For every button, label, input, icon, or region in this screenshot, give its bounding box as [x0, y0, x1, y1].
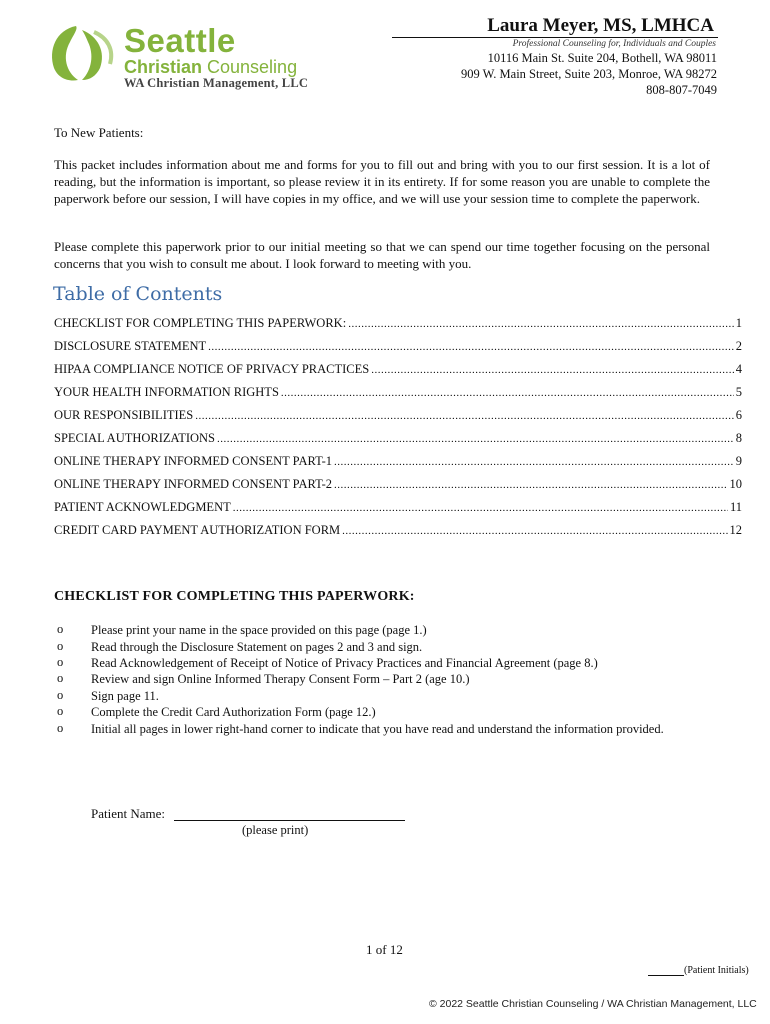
patient-name-field[interactable]: [174, 820, 405, 821]
toc-dot-leader: [233, 500, 728, 515]
patient-initials-label: (Patient Initials): [684, 965, 749, 976]
toc-entry[interactable]: [54, 454, 742, 472]
address-bothell: 10116 Main St. Suite 204, Bothell, WA 98011: [487, 51, 717, 65]
toc-dot-leader: [334, 454, 734, 469]
intro-paragraph-2: Please complete this paperwork prior to our initial meeting so that we can spend our time together focusing on the personal concerns that you wish to consult me about. I look forward to meeting with you.: [54, 239, 710, 271]
toc-entry-page: 2: [735, 339, 742, 353]
toc-dot-leader: [371, 362, 734, 377]
toc-entry[interactable]: [54, 316, 742, 334]
toc-entry-page: 1: [735, 316, 742, 330]
toc-entry[interactable]: [54, 339, 742, 357]
address-monroe: 909 W. Main Street, Suite 203, Monroe, WA 98272: [460, 67, 717, 81]
checklist-item: Please print your name in the space provided on this page (page 1.): [91, 623, 427, 637]
checklist-bullet: o: [57, 622, 64, 636]
counselor-name: Laura Meyer, MS, LMHCA: [487, 15, 714, 36]
logo-wordmark-seattle: Seattle: [124, 22, 236, 59]
checklist-item: Sign page 11.: [91, 689, 159, 703]
toc-entry-label: ONLINE THERAPY INFORMED CONSENT PART-2: [54, 477, 332, 491]
checklist-bullet: o: [57, 721, 64, 735]
toc-title: Table of Contents: [53, 283, 223, 305]
toc-entry-page: 4: [735, 362, 742, 376]
phone-number: 808-807-7049: [646, 83, 717, 97]
toc-entry-label: ONLINE THERAPY INFORMED CONSENT PART-1: [54, 454, 332, 468]
toc-entry-label: HIPAA COMPLIANCE NOTICE OF PRIVACY PRACTICES: [54, 362, 370, 376]
toc-entry-label: OUR RESPONSIBILITIES: [54, 408, 194, 422]
leaf-logo-icon: [46, 22, 118, 84]
toc-entry[interactable]: [54, 362, 742, 380]
toc-entry[interactable]: [54, 408, 742, 426]
checklist-bullet: o: [57, 655, 64, 669]
toc-entry-label: PATIENT ACKNOWLEDGMENT: [54, 500, 231, 514]
toc-entry-page: 10: [729, 477, 742, 491]
toc-entry-label: SPECIAL AUTHORIZATIONS: [54, 431, 215, 445]
toc-entry-label: CREDIT CARD PAYMENT AUTHORIZATION FORM: [54, 523, 341, 537]
copyright-footer: © 2022 Seattle Christian Counseling / WA Christian Management, LLC: [429, 998, 757, 1010]
patient-name-hint: (please print): [242, 823, 309, 837]
toc-dot-leader: [342, 523, 727, 538]
toc-entry-page: 5: [735, 385, 742, 399]
toc-dot-leader: [348, 316, 734, 331]
checklist-item: Initial all pages in lower right-hand corner to indicate that you have read and understand the information provided.: [91, 722, 664, 736]
header-tagline: Professional Counseling for, Individuals and Couples: [512, 39, 716, 49]
toc-dot-leader: [195, 408, 734, 423]
toc-entry-label: YOUR HEALTH INFORMATION RIGHTS: [54, 385, 279, 399]
checklist-bullet: o: [57, 671, 64, 685]
toc-dot-leader: [217, 431, 734, 446]
checklist-bullet: o: [57, 704, 64, 718]
toc-entry-label: CHECKLIST FOR COMPLETING THIS PAPERWORK:: [54, 316, 347, 330]
logo-subtitle: WA Christian Management, LLC: [124, 76, 309, 90]
toc-dot-leader: [208, 339, 734, 354]
toc-entry[interactable]: [54, 431, 742, 449]
checklist-item: Complete the Credit Card Authorization Form (page 12.): [91, 705, 376, 719]
toc-dot-leader: [281, 385, 734, 400]
patient-initials-field[interactable]: [648, 975, 684, 976]
checklist-bullet: o: [57, 639, 64, 653]
toc-entry[interactable]: [54, 523, 742, 541]
checklist-item: Review and sign Online Informed Therapy Consent Form – Part 2 (age 10.): [91, 672, 470, 686]
toc-entry-page: 6: [735, 408, 742, 422]
logo-counseling-word: Counseling: [202, 57, 298, 77]
toc-entry-page: 8: [735, 431, 742, 445]
checklist-title: CHECKLIST FOR COMPLETING THIS PAPERWORK:: [54, 589, 415, 604]
logo-wordmark-christian-counseling: [124, 57, 297, 77]
page-number: 1 of 12: [366, 942, 403, 957]
greeting: To New Patients:: [54, 125, 144, 140]
patient-name-label: Patient Name:: [91, 806, 166, 821]
toc-entry-page: 9: [735, 454, 742, 468]
toc-entry-label: DISCLOSURE STATEMENT: [54, 339, 207, 353]
toc-entry[interactable]: [54, 385, 742, 403]
logo-christian-word: Christian: [124, 57, 203, 77]
checklist-item: Read through the Disclosure Statement on pages 2 and 3 and sign.: [91, 640, 423, 654]
intro-paragraph-1: This packet includes information about me and forms for you to fill out and bring with you to our first session. It is a lot of reading, but the information is important, so please review it in its entirety. If for some reason you are unable to complete the paperwork before our session, I will have copies in my office, and we will use your session time to complete the paperwork.: [54, 157, 710, 206]
checklist-item: Read Acknowledgement of Receipt of Notice of Privacy Practices and Financial Agreement (page 8.): [91, 656, 598, 670]
toc-dot-leader: [334, 477, 728, 492]
checklist-bullet: o: [57, 688, 64, 702]
toc-entry-page: 12: [729, 523, 742, 537]
toc-entry[interactable]: [54, 500, 742, 518]
header-rule: [392, 37, 718, 38]
toc-entry[interactable]: [54, 477, 742, 495]
toc-entry-page: 11: [729, 500, 742, 514]
